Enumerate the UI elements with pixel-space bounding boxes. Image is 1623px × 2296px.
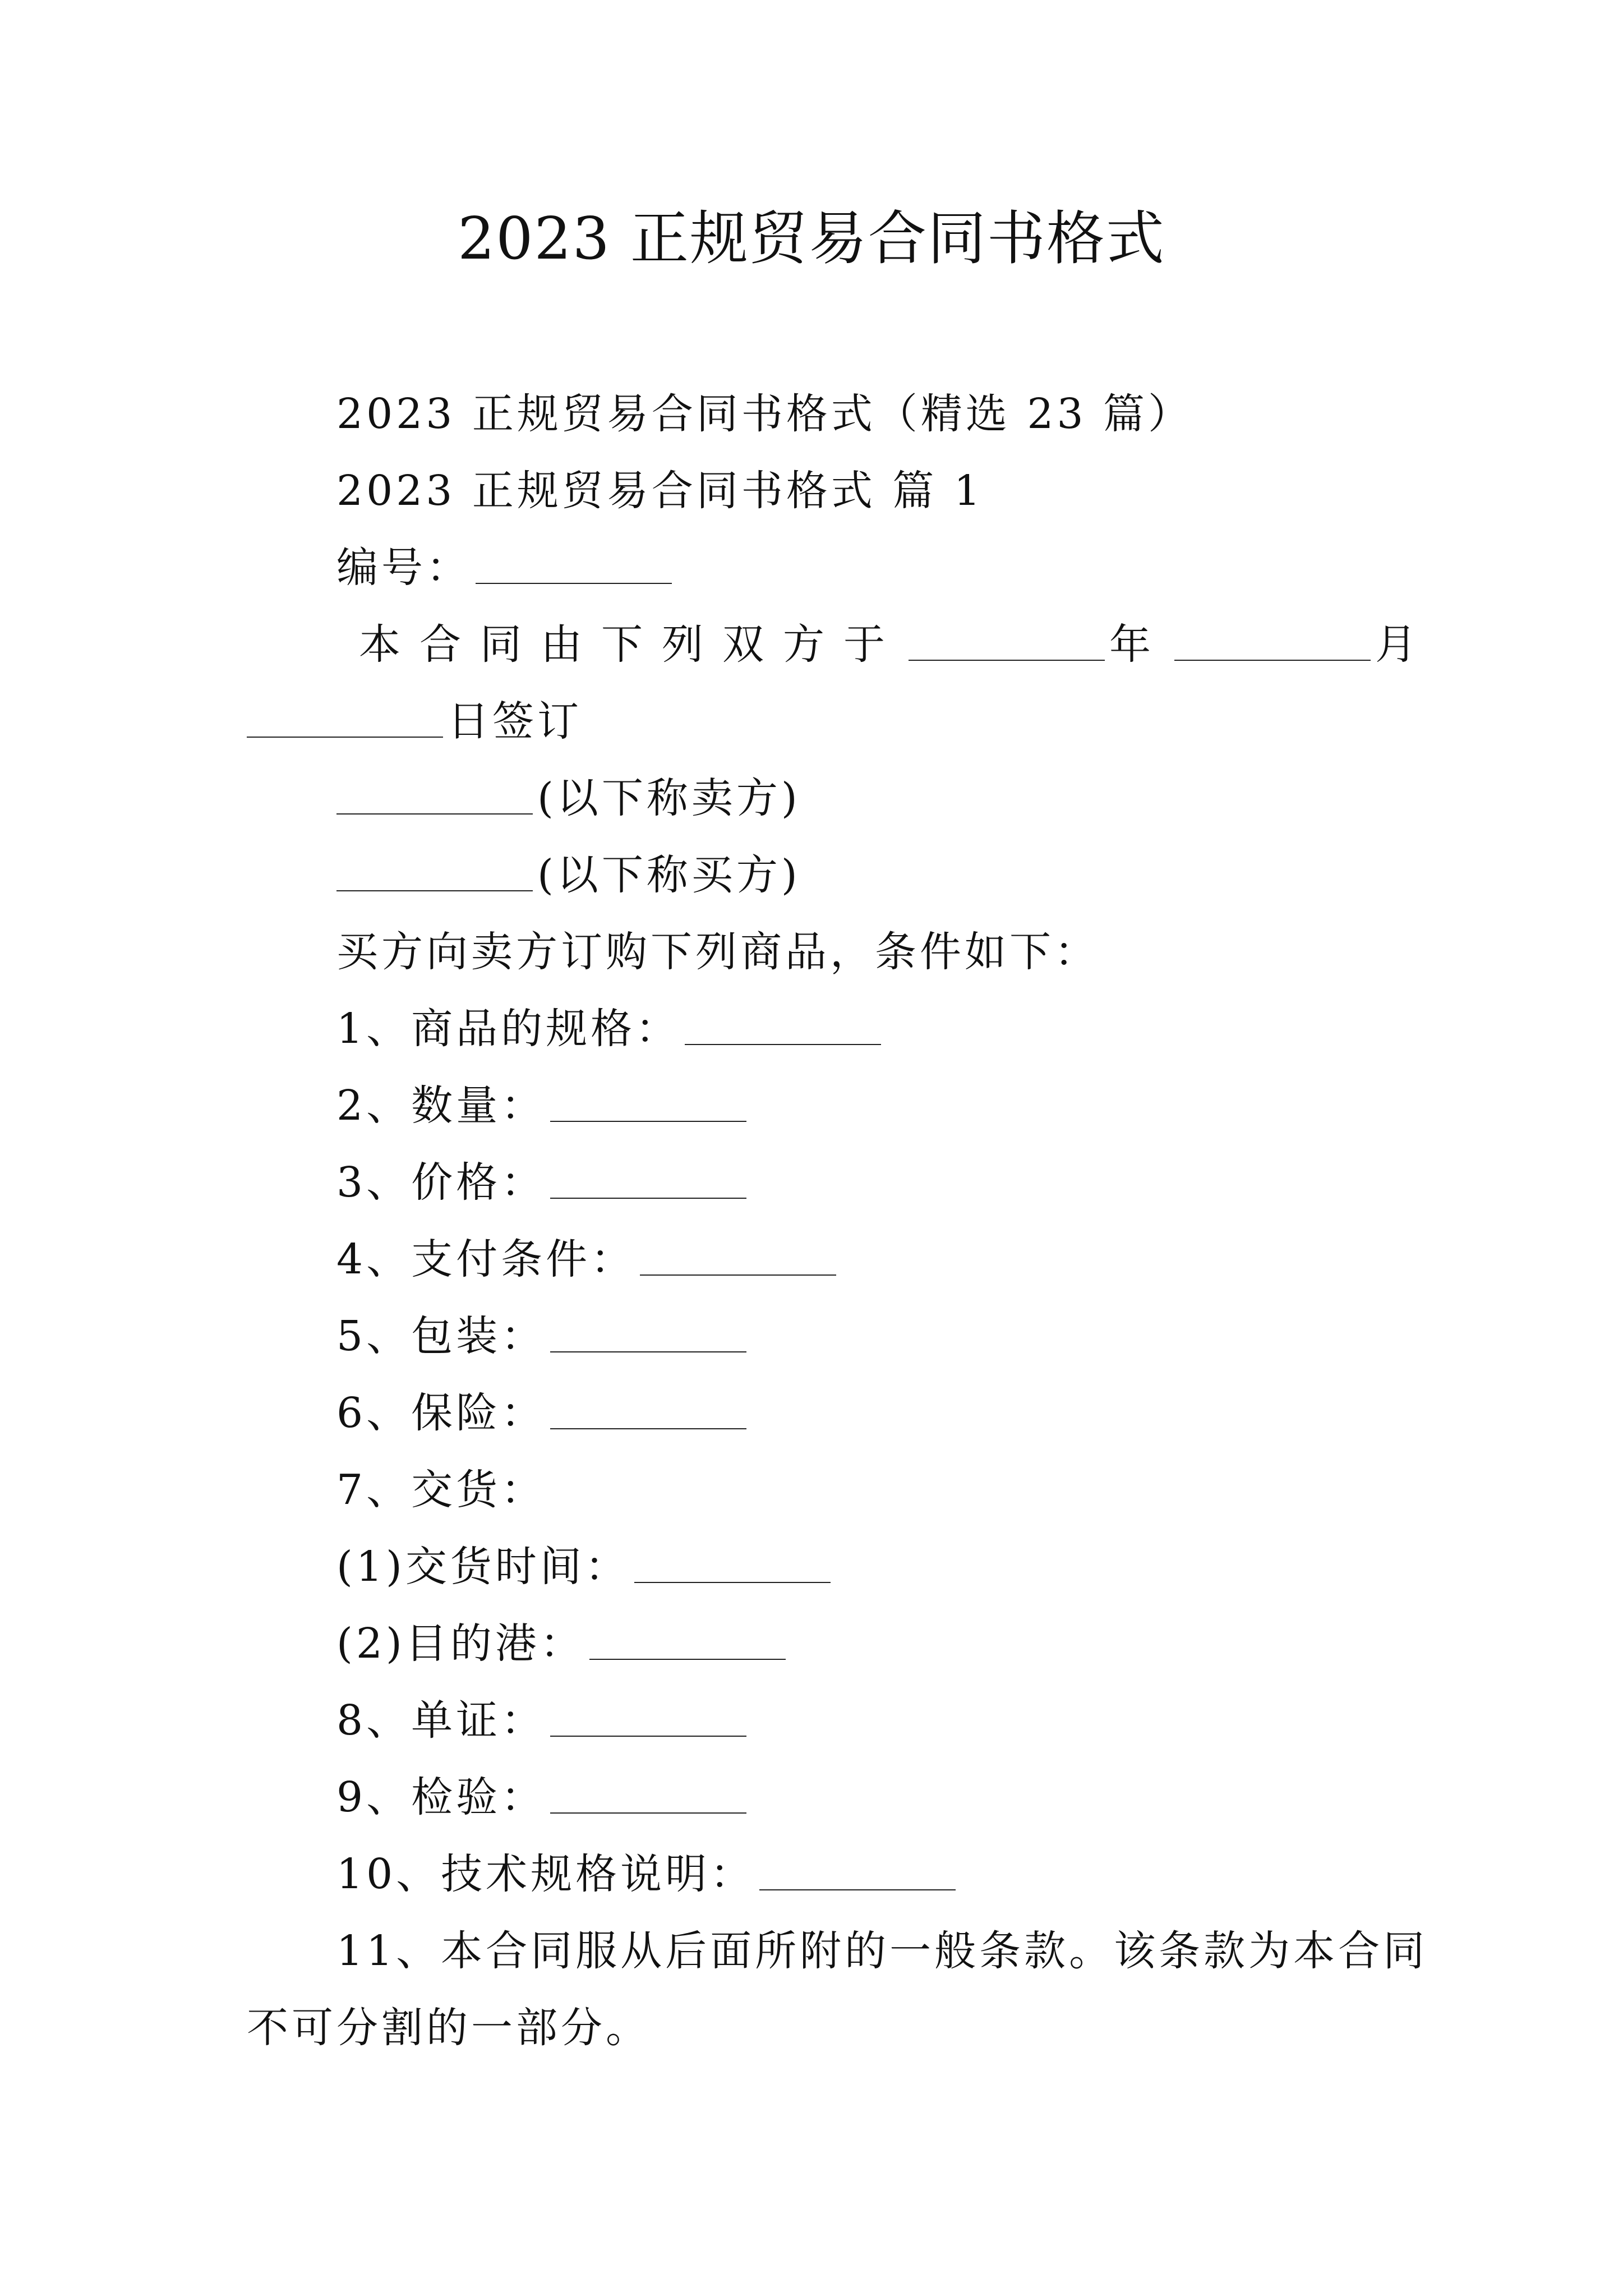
item-6-label: 6、保险： [336, 1389, 546, 1437]
item-2-label: 2、数量： [336, 1082, 546, 1130]
item-7-2-blank [589, 1659, 786, 1660]
subtitle-text: 2023 正规贸易合同书格式（精选 23 篇） [336, 390, 1193, 438]
year-label: 年 [1109, 620, 1170, 669]
item-9-label: 9、检验： [336, 1773, 546, 1821]
month-label: 月 [1375, 620, 1436, 669]
year-blank [909, 660, 1105, 661]
seller-blank [336, 813, 533, 815]
item-6-blank [550, 1428, 746, 1429]
item-1-label: 1、商品的规格： [336, 1005, 681, 1053]
contract-number-blank [476, 583, 672, 584]
item-6 [247, 1375, 1385, 1452]
signing-date-line [247, 606, 1436, 683]
page-title: 2023 正规贸易合同书格式 [458, 204, 1165, 273]
item-10-label: 10、技术规格说明： [336, 1850, 755, 1898]
item-11-text: 11、本合同服从后面所附的一般条款。该条款为本合同 [336, 1927, 1428, 1975]
item-5-label: 5、包装： [336, 1312, 546, 1360]
article-heading [247, 453, 1385, 530]
item-3 [247, 1144, 1385, 1221]
seller-line [247, 760, 1385, 837]
intro-text: 买方向卖方订购下列商品，条件如下： [336, 928, 1099, 976]
item-8 [247, 1682, 1385, 1759]
item-7-1 [247, 1529, 1385, 1605]
item-9-blank [550, 1812, 746, 1814]
subtitle [247, 376, 1385, 453]
buyer-blank [336, 890, 533, 891]
item-8-blank [550, 1736, 746, 1737]
day-label: 日签订 [448, 697, 582, 746]
item-2 [247, 1068, 1385, 1144]
item-11 [247, 1913, 1428, 1990]
contract-number-label: 编号： [336, 544, 471, 592]
item-3-label: 3、价格： [336, 1158, 546, 1207]
seller-label: (以下称卖方) [537, 774, 801, 822]
signing-prefix: 本合同由下列双方于 [359, 620, 904, 669]
signing-day-line [247, 683, 1385, 760]
item-8-label: 8、单证： [336, 1696, 546, 1745]
item-4-label: 4、支付条件： [336, 1235, 636, 1283]
item-4 [247, 1221, 1385, 1298]
item-9 [247, 1759, 1385, 1836]
item-3-blank [550, 1198, 746, 1199]
item-7-2 [247, 1605, 1385, 1682]
item-11-continued [247, 1990, 1385, 2067]
item-10-blank [759, 1889, 956, 1890]
document-body [247, 376, 1436, 2067]
buyer-line [247, 837, 1385, 914]
month-blank [1174, 660, 1371, 661]
item-7-1-blank [634, 1582, 831, 1583]
item-7-label: 7、交货： [336, 1466, 546, 1514]
intro-line [247, 914, 1385, 991]
item-1-blank [685, 1044, 881, 1045]
item-10 [247, 1836, 1385, 1913]
day-blank [247, 737, 443, 738]
item-7-2-label: (2)目的港： [336, 1619, 585, 1668]
item-7-1-label: (1)交货时间： [336, 1543, 630, 1591]
item-5 [247, 1298, 1385, 1375]
item-11-continued-text: 不可分割的一部分。 [247, 2004, 651, 2052]
item-7 [247, 1452, 1385, 1529]
item-2-blank [550, 1121, 746, 1122]
item-1 [247, 991, 1385, 1068]
buyer-label: (以下称买方) [537, 851, 801, 899]
item-5-blank [550, 1351, 746, 1352]
contract-number-line [247, 530, 1385, 606]
article-heading-text: 2023 正规贸易合同书格式 篇 1 [336, 467, 984, 515]
item-4-blank [640, 1274, 836, 1276]
